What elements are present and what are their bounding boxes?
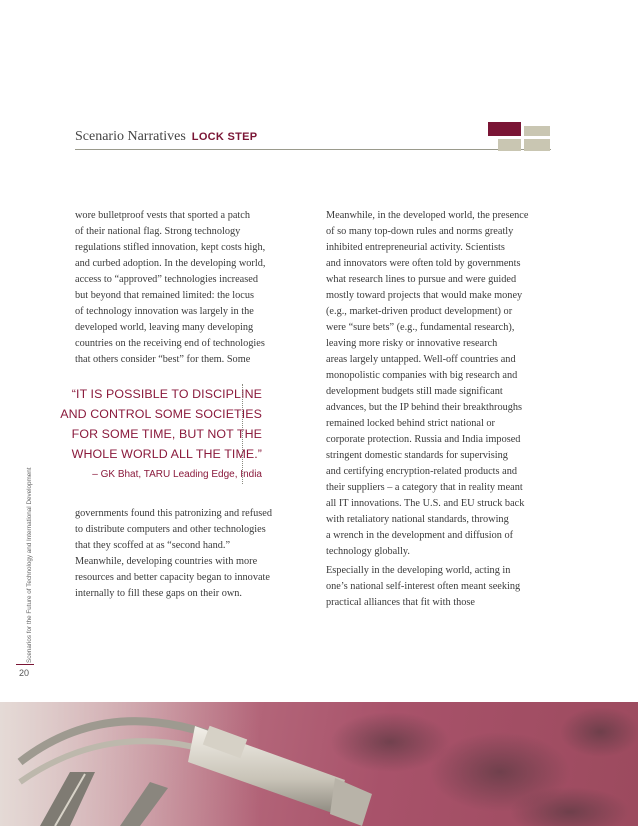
page-number: 20: [19, 668, 30, 678]
pull-quote: [40, 384, 262, 480]
section-title: Scenario Narratives: [75, 129, 186, 144]
body-paragraph-left-2: [75, 506, 272, 602]
text-line: what research lines to pursue and were guided: [326, 274, 517, 285]
text-line: Especially in the developing world, acting in: [326, 565, 511, 576]
surveillance-camera-photo: [0, 702, 638, 826]
text-line: internally to fill these gaps on their own.: [75, 588, 243, 599]
text-line: and innovators were often told by governments: [326, 258, 521, 269]
text-line: leaving more risky or innovative research: [326, 338, 498, 349]
body-paragraph-right-1: [326, 208, 528, 560]
running-header: [75, 127, 551, 150]
quote-line: WHOLE WORLD ALL THE TIME.”: [71, 447, 262, 461]
header-decoration: [488, 122, 552, 152]
text-line: areas largely untapped. Well-off countries and: [326, 354, 516, 365]
text-line: and curbed adoption. In the developing world,: [75, 258, 266, 269]
text-line: one’s national self-interest often meant seeking: [326, 581, 521, 592]
text-line: and certifying encryption-related products and: [326, 466, 517, 477]
text-line: regulations stifled innovation, kept costs high,: [75, 242, 266, 253]
quote-divider: [242, 384, 243, 484]
text-line: stringent domestic standards for supervising: [326, 450, 508, 461]
text-line: of their national flag. Strong technology: [75, 226, 241, 237]
text-line: were “sure bets” (e.g., fundamental research),: [326, 322, 515, 333]
text-line: of so many top-down rules and norms greatly: [326, 226, 514, 237]
text-line: countries on the receiving end of technologies: [75, 338, 265, 349]
text-line: technology globally.: [326, 546, 410, 557]
text-line: Meanwhile, in the developed world, the presence: [326, 210, 529, 221]
text-line: of technology innovation was largely in the: [75, 306, 254, 317]
text-line: Meanwhile, developing countries with more: [75, 556, 258, 567]
text-line: remained locked behind strict national or: [326, 418, 495, 429]
quote-attribution: – GK Bhat, TARU Leading Edge, India: [92, 469, 262, 480]
text-line: that others consider “best” for them. Some: [75, 354, 251, 365]
quote-line: FOR SOME TIME, BUT NOT THE: [71, 427, 262, 441]
body-paragraph-right-2: [326, 563, 520, 611]
tan-block: [524, 126, 550, 136]
text-line: developed world, leaving many developing: [75, 322, 254, 333]
text-line: but beyond that remained limited: the locus: [75, 290, 255, 301]
tan-block: [524, 139, 550, 151]
text-line: monopolistic companies with big research and: [326, 370, 518, 381]
text-line: mostly toward projects that would make money: [326, 290, 523, 301]
text-line: advances, but the IP behind their breakthroughs: [326, 402, 523, 413]
quote-line: “IT IS POSSIBLE TO DISCIPLINE: [71, 387, 262, 401]
text-line: corporate protection. Russia and India imposed: [326, 434, 521, 445]
vertical-book-title: Scenarios for the Future of Technology and International Development: [26, 467, 33, 663]
text-line: (e.g., market-driven product development) or: [326, 306, 513, 317]
quote-line: AND CONTROL SOME SOCIETIES: [60, 407, 262, 421]
text-line: all IT innovations. The U.S. and EU struck back: [326, 498, 525, 509]
text-line: governments found this patronizing and refused: [75, 508, 273, 519]
text-line: that they scoffed at as “second hand.”: [75, 540, 231, 551]
text-line: development budgets still made significant: [326, 386, 503, 397]
maroon-block: [488, 122, 521, 136]
text-line: with retaliatory national standards, throwing: [326, 514, 509, 525]
text-line: wore bulletproof vests that sported a patch: [75, 210, 250, 221]
text-line: resources and better capacity began to innovate: [75, 572, 270, 583]
scenario-name: LOCK STEP: [191, 131, 258, 143]
text-line: access to “approved” technologies increased: [75, 274, 258, 285]
text-line: practical alliances that fit with those: [326, 597, 475, 608]
text-line: their suppliers – a category that in reality meant: [326, 482, 523, 493]
page-number-rule: [16, 664, 34, 665]
text-line: inhibited entrepreneurial activity. Scientists: [326, 242, 505, 253]
camera-illustration: [0, 702, 638, 826]
text-line: a wrench in the development and diffusion of: [326, 530, 514, 541]
text-line: to distribute computers and other technologies: [75, 524, 266, 535]
tan-block: [498, 139, 521, 151]
body-paragraph-left-1: [75, 208, 265, 368]
